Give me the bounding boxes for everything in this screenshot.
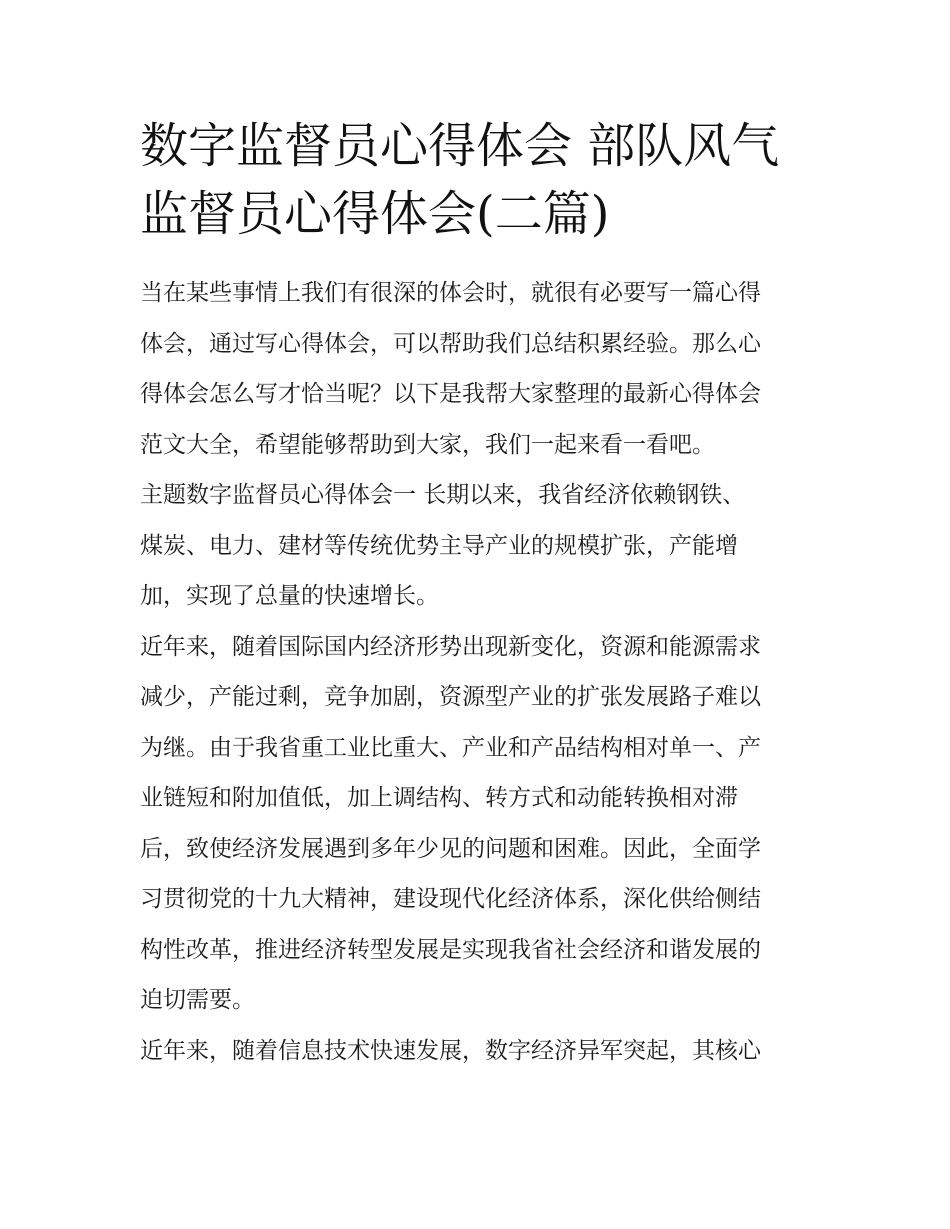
text-line: 减少，产能过剩，竞争加剧，资源型产业的扩张发展路子难以 (140, 684, 761, 710)
text-line: 当在某些事情上我们有很深的体会时，就很有必要写一篇心得 (140, 280, 761, 306)
text-line: 近年来，随着国际国内经济形势出现新变化，资源和能源需求 (140, 633, 761, 660)
text-line: 范文大全，希望能够帮助到大家，我们一起来看一看吧。 (140, 431, 715, 458)
text-line: 构性改革，推进经济转型发展是实现我省社会经济和谐发展的 (140, 936, 761, 963)
paragraph-theme (140, 470, 820, 622)
text-line: 加，实现了总量的快速增长。 (140, 583, 439, 609)
text-line: 业链短和附加值低，加上调结构、转方式和动能转换相对滞 (140, 785, 738, 811)
text-line: 习贯彻党的十九大精神，建设现代化经济体系，深化供给侧结 (140, 886, 761, 912)
document-body (140, 268, 820, 1076)
paragraph-intro (140, 268, 820, 470)
text-line: 迫切需要。 (140, 987, 255, 1013)
text-line: 主题数字监督员心得体会一 长期以来，我省经济依赖钢铁、 (140, 482, 746, 508)
document-content (140, 112, 820, 1076)
paragraph-recent-years (140, 622, 820, 1026)
text-line: 煤炭、电力、建材等传统优势主导产业的规模扩张，产能增 (140, 532, 738, 559)
title-line: 数字监督员心得体会 部队风气 (140, 118, 780, 174)
text-line: 近年来，随着信息技术快速发展，数字经济异军突起，其核心 (140, 1037, 761, 1064)
text-line: 为继。由于我省重工业比重大、产业和产品结构相对单一、产 (140, 734, 761, 761)
paragraph-digital-economy (140, 1026, 820, 1077)
text-line: 体会，通过写心得体会，可以帮助我们总结积累经验。那么心 (140, 330, 761, 357)
document-title (140, 112, 820, 248)
text-line: 得体会怎么写才恰当呢？以下是我帮大家整理的最新心得体会 (140, 381, 761, 407)
title-line: 监督员心得体会(二篇) (140, 186, 610, 242)
text-line: 后，致使经济发展遇到多年少见的问题和困难。因此，全面学 (140, 835, 761, 862)
